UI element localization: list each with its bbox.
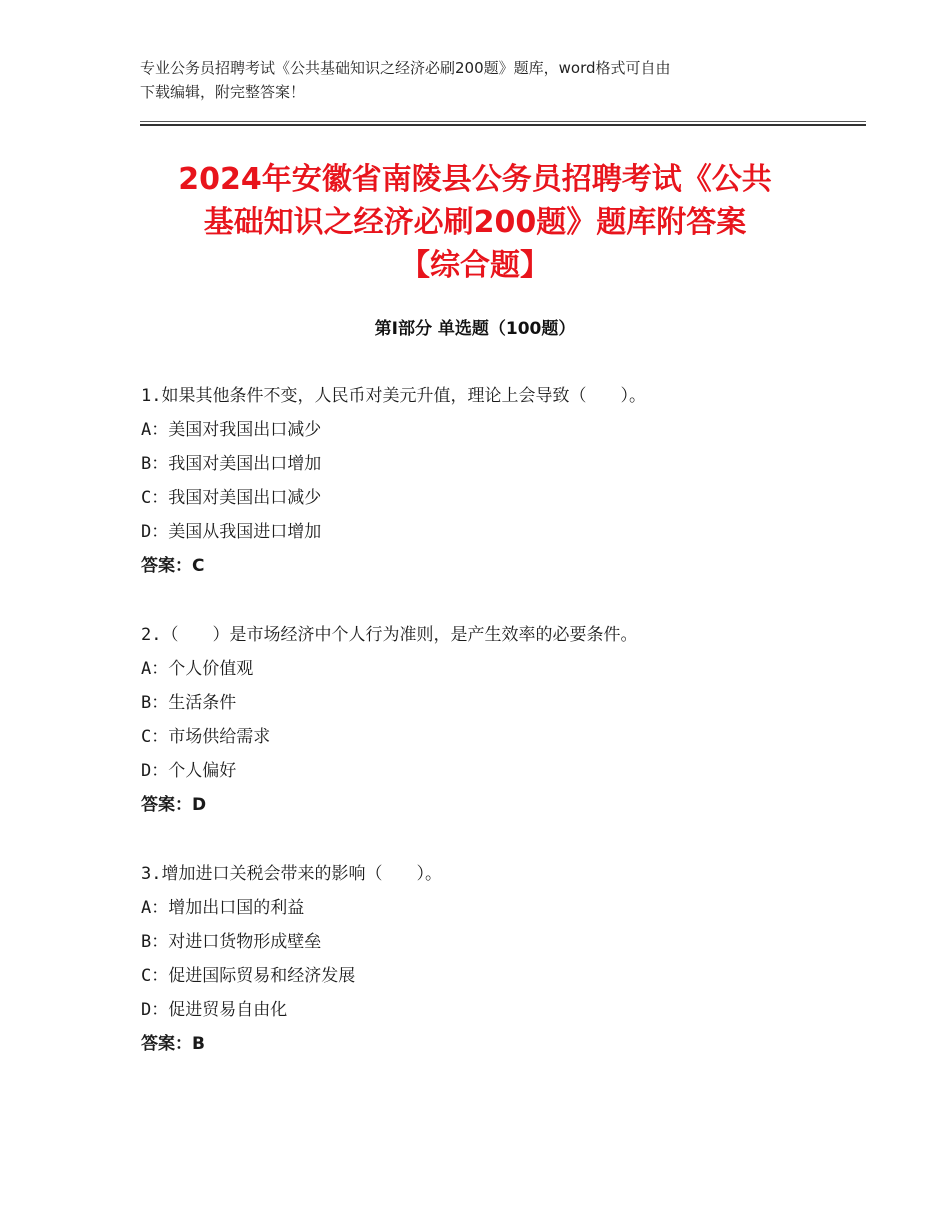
option-d: D：个人偏好 <box>141 761 237 781</box>
document-title <box>120 158 830 287</box>
answer-label: 答案：B <box>141 1034 205 1054</box>
document-title-line-2: 基础知识之经济必刷200题》题库附答案 <box>203 205 747 240</box>
header-divider-thin <box>140 121 866 122</box>
question-3 <box>141 857 841 1061</box>
option-c: C：促进国际贸易和经济发展 <box>141 966 356 986</box>
question-stem: 3.增加进口关税会带来的影响（ ）。 <box>141 864 442 884</box>
document-title-line-1: 2024年安徽省南陵县公务员招聘考试《公共 <box>178 162 772 197</box>
question-stem: 1.如果其他条件不变，人民币对美元升值，理论上会导致（ ）。 <box>141 386 646 406</box>
question-stem: 2.（ ）是市场经济中个人行为准则，是产生效率的必要条件。 <box>141 625 638 645</box>
question-1 <box>141 379 841 583</box>
option-b: B：我国对美国出口增加 <box>141 454 322 474</box>
option-a: A：个人价值观 <box>141 659 254 679</box>
answer-label: 答案：D <box>141 795 207 815</box>
answer-label: 答案：C <box>141 556 205 576</box>
option-c: C：我国对美国出口减少 <box>141 488 322 508</box>
header-divider-thick <box>140 124 866 126</box>
header-note <box>140 56 820 104</box>
section-title: 第Ⅰ部分 单选题（100题） <box>374 319 576 339</box>
option-c: C：市场供给需求 <box>141 727 271 747</box>
header-note-line-1: 专业公务员招聘考试《公共基础知识之经济必刷200题》题库，word格式可自由 <box>140 59 671 77</box>
option-d: D：促进贸易自由化 <box>141 1000 288 1020</box>
question-2 <box>141 618 841 822</box>
header-note-line-2: 下载编辑，附完整答案！ <box>140 83 306 101</box>
option-a: A：美国对我国出口减少 <box>141 420 322 440</box>
option-b: B：对进口货物形成壁垒 <box>141 932 322 952</box>
option-b: B：生活条件 <box>141 693 237 713</box>
option-d: D：美国从我国进口增加 <box>141 522 322 542</box>
document-title-line-3: 【综合题】 <box>400 248 550 283</box>
option-a: A：增加出口国的利益 <box>141 898 305 918</box>
